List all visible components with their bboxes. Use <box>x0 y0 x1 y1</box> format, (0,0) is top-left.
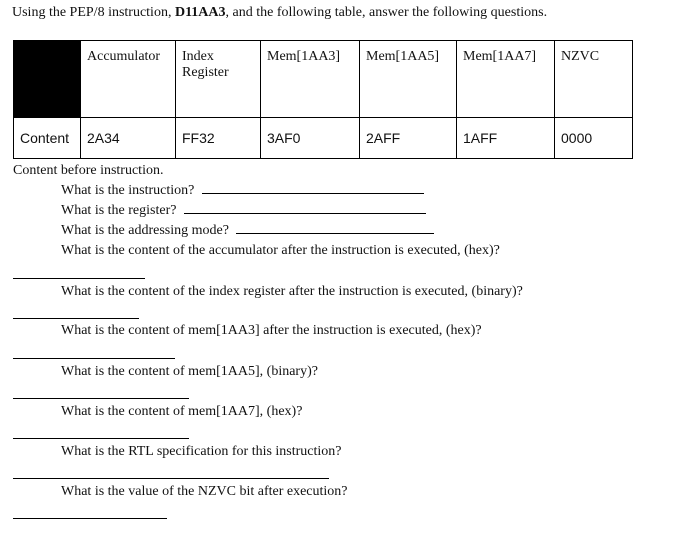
question-6: What is the content of mem[1AA3] after the instruction is executed, (hex)? <box>61 323 482 338</box>
question-8: What is the content of mem[1AA7], (hex)? <box>61 404 303 419</box>
question-text: What is the addressing mode? <box>61 223 229 238</box>
answer-line[interactable] <box>13 518 167 519</box>
question-5: What is the content of the index register after the instruction is executed, (binary)? <box>61 284 523 299</box>
header-index-register: Index Register <box>176 41 261 118</box>
intro-instruction: D11AA3 <box>174 5 226 20</box>
intro-prefix: Using the PEP/8 instruction, <box>12 5 175 20</box>
table-header-row <box>14 41 633 118</box>
note-text: Content before instruction. <box>13 163 164 178</box>
value-index-register: FF32 <box>176 118 261 159</box>
answer-line[interactable] <box>13 478 329 479</box>
header-nzvc: NZVC <box>555 41 633 118</box>
header-mem-1aa3: Mem[1AA3] <box>261 41 360 118</box>
intro-suffix: , and the following table, answer the following questions. <box>225 5 548 20</box>
question-4: What is the content of the accumulator after the instruction is executed, (hex)? <box>61 243 500 258</box>
intro-text <box>12 5 547 21</box>
question-text: What is the register? <box>61 203 177 218</box>
question-9: What is the RTL specification for this instruction? <box>61 444 342 459</box>
value-nzvc: 0000 <box>555 118 633 159</box>
header-mem-1aa5: Mem[1AA5] <box>360 41 457 118</box>
answer-blank[interactable] <box>236 223 434 234</box>
value-accumulator: 2A34 <box>81 118 176 159</box>
question-10: What is the value of the NZVC bit after execution? <box>61 484 348 499</box>
answer-line[interactable] <box>13 398 189 399</box>
answer-line[interactable] <box>13 278 145 279</box>
answer-line[interactable] <box>13 318 139 319</box>
answer-line[interactable] <box>13 438 189 439</box>
row-label: Content <box>14 118 81 159</box>
corner-cell <box>14 41 81 118</box>
value-mem-1aa5: 2AFF <box>360 118 457 159</box>
question-3 <box>61 223 434 239</box>
answer-blank[interactable] <box>202 183 424 194</box>
answer-blank[interactable] <box>184 203 426 214</box>
register-table <box>13 40 633 159</box>
table-row <box>14 118 633 159</box>
question-2 <box>61 203 426 219</box>
answer-line[interactable] <box>13 358 175 359</box>
value-mem-1aa3: 3AF0 <box>261 118 360 159</box>
value-mem-1aa7: 1AFF <box>457 118 555 159</box>
header-mem-1aa7: Mem[1AA7] <box>457 41 555 118</box>
header-accumulator: Accumulator <box>81 41 176 118</box>
question-1 <box>61 183 424 199</box>
question-7: What is the content of mem[1AA5], (binary)? <box>61 364 318 379</box>
question-text: What is the instruction? <box>61 183 195 198</box>
